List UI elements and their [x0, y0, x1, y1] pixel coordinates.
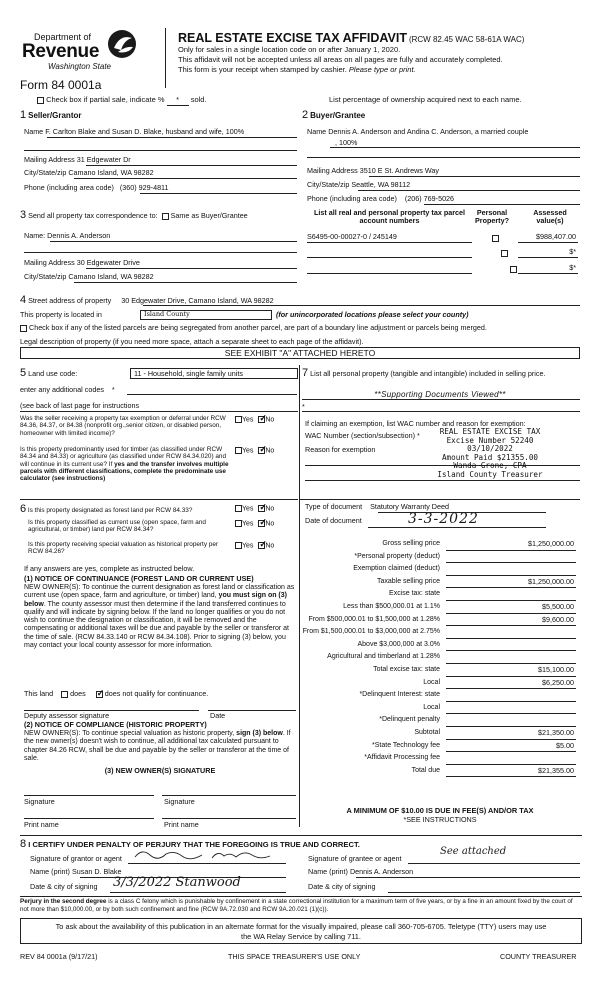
reason-label: Reason for exemption	[305, 445, 376, 454]
calc-underline	[446, 600, 576, 601]
document-date-label: Date of document	[305, 516, 362, 525]
partial-sale-value[interactable]: *	[167, 96, 189, 106]
calc-label: Local	[423, 678, 440, 686]
buyer-city-label: City/State/zip	[307, 180, 350, 189]
calc-row	[300, 603, 580, 616]
segregated-note: Check box if any of the listed parcels are being segregated from another parcel, are part of a boundary line adjustment or parcels being merged.	[29, 323, 487, 332]
no-checkbox[interactable]	[258, 505, 265, 512]
document-type-label: Type of document	[305, 502, 363, 511]
notice1-title: (1) NOTICE OF CONTINUANCE (FOREST LAND OR CURRENT USE)	[24, 574, 254, 583]
calc-underline	[446, 776, 576, 777]
header-sub3-italic: Please type or print.	[348, 65, 416, 74]
document-type[interactable]: Statutory Warranty Deed	[370, 502, 449, 511]
form-title-ref: (RCW 82.45 WAC 58-61A WAC)	[408, 35, 525, 44]
calc-row	[300, 691, 580, 704]
calc-row	[300, 754, 580, 767]
calc-underline	[446, 550, 576, 551]
calc-underline	[446, 764, 576, 765]
header-sub2: This affidavit will not be accepted unless all areas on all pages are fully and accurately completed.	[178, 55, 503, 64]
owner-print-name-label: Print name	[24, 820, 59, 829]
partial-sale-row	[37, 96, 207, 106]
calc-underline	[446, 688, 576, 689]
no-checkbox[interactable]	[258, 416, 265, 423]
calc-label: *Personal property (deduct)	[354, 552, 440, 560]
calc-value[interactable]: $21,350.00	[538, 728, 574, 737]
calc-label: Less than $500,000.01 at 1.1%	[343, 603, 440, 610]
notice1-body: NEW OWNER(S): To continue the current designation as forest land or classification as current use (open space, farm and agriculture, or timber) land, you must sign on (3) below. The county assessor must then determine if the land transferred continues to qualify and will indicate by signing below. If the land no longer qualifies or you do not wish to continue the designation or classification, it will be removed and the compensating or additional taxes will be due and payable by the seller or transferor at the time of sale. (RCW 84.33.140 or RCW 84.34.108). Prior to signing (3) below, you may contact your local county assessor for more information.	[24, 584, 295, 649]
buyer-mailing[interactable]: 3510 E St. Andrews Way	[359, 166, 439, 175]
additional-codes-value[interactable]: *	[111, 385, 115, 394]
seller-name-label: Name	[24, 127, 44, 136]
forest-q1: Is this property designated as forest land per RCW 84.33?	[27, 507, 193, 514]
calc-row	[300, 742, 580, 755]
segregated-row	[20, 324, 487, 332]
calc-row	[300, 666, 580, 679]
calc-underline	[446, 751, 576, 752]
certify-title: I CERTIFY UNDER PENALTY OF PERJURY THAT THE FOREGOING IS TRUE AND CORRECT.	[28, 840, 360, 849]
does-not-checkbox[interactable]	[96, 691, 103, 698]
calc-value[interactable]: $6,250.00	[542, 677, 574, 687]
yes-checkbox[interactable]	[235, 505, 242, 512]
calc-label: Gross selling price	[382, 540, 440, 547]
correspondence-name-row	[24, 232, 110, 240]
calc-row	[300, 553, 580, 566]
section-1-number: 1	[20, 109, 27, 121]
parcel-row	[307, 233, 397, 241]
seller-name-row	[24, 128, 244, 136]
calc-label: Total excise tax: state	[373, 666, 440, 673]
revenue-swirl-icon	[106, 28, 138, 60]
owner-signature-label: Signature	[164, 797, 195, 806]
calc-value[interactable]: $15,100.00	[538, 665, 574, 674]
grantee-name-row	[308, 868, 413, 876]
section-2-number: 2	[302, 109, 309, 121]
section-6-number: 6	[20, 503, 27, 515]
calc-underline	[446, 701, 576, 702]
forest-q3: Is this property receiving special valuation as historical property per RCW 84.26?	[28, 541, 219, 556]
buyer-name-label: Name	[307, 127, 327, 136]
calc-value[interactable]: $5,500.00	[542, 602, 574, 611]
legal-label: Legal description of property (if you need more space, attach a separate sheet to each page of the affidavit).	[20, 337, 364, 346]
notice2-title: (2) NOTICE OF COMPLIANCE (HISTORIC PROPERTY)	[24, 720, 207, 729]
parcel-header-main: List all real and personal property tax parcel account numbers	[314, 208, 465, 226]
document-date[interactable]: 3-3-2022	[408, 511, 479, 527]
located-label: This property is located in	[20, 310, 102, 319]
calc-row	[300, 578, 580, 591]
seller-city-label: City/State/zip	[24, 168, 67, 177]
buyer-city-row	[307, 181, 410, 189]
county-treasurer-label: COUNTY TREASURER	[500, 952, 577, 961]
calc-label: Total due	[411, 766, 440, 774]
same-as-buyer-label: Same as Buyer/Grantee	[170, 211, 248, 220]
same-as-buyer-checkbox[interactable]	[162, 213, 169, 220]
yes-checkbox[interactable]	[235, 542, 242, 549]
wac-label: WAC Number (section/subsection)	[305, 431, 415, 440]
calc-label: Excise tax: state	[389, 590, 440, 598]
new-owner-signature-title: (3) NEW OWNER(S) SIGNATURE	[104, 766, 216, 775]
does-label: does	[70, 689, 86, 698]
forest-q3-answers: Yes ✓ No	[235, 542, 274, 550]
buyer-heading	[302, 109, 365, 122]
calc-value[interactable]: $21,355.00	[538, 765, 574, 775]
calc-row	[300, 704, 580, 717]
personal-property-checkbox[interactable]	[501, 250, 508, 257]
seller-mailing-row	[24, 156, 131, 164]
calc-underline	[446, 650, 576, 651]
timber-question-bold: yes and the transfer involves multiple parcels with different classifications, complete the predominate use calculator (see instructions)	[20, 460, 229, 483]
calc-row	[300, 616, 580, 629]
calc-label: *State Technology fee	[372, 741, 440, 749]
timber-question-text: Is this property predominantly used for timber (as classified under RCW 84.34 and 84.33) or agriculture (as classified under RCW 84.34.020) and will continue in its current use? If	[20, 446, 227, 468]
logo-line3: Washington State	[48, 62, 112, 71]
calc-label: From $500,000.01 to $1,500,000 at 1.28%	[308, 615, 440, 623]
exemption-question: Was the seller receiving a property tax exemption or deferral under RCW 84.36, 84.37, or 84.38 (nonprofit org.,senior citizen, or disabled person, homeowner with limited income)?	[20, 415, 226, 437]
owner-print-name-label: Print name	[164, 820, 199, 829]
answer-note: If any answers are yes, complete as instructed below.	[24, 564, 195, 573]
calc-underline	[446, 739, 576, 740]
calc-value[interactable]: $5.00	[556, 740, 574, 750]
partial-sale-label: Check box if partial sale, indicate %	[46, 95, 165, 104]
buyer-phone[interactable]: (206) 769-5026	[404, 194, 455, 203]
calc-label: *Delinquent penalty	[379, 716, 440, 724]
calc-row	[300, 628, 580, 641]
calc-row	[300, 540, 580, 553]
calc-label: Agricultural and timberland at 1.28%	[327, 653, 440, 661]
correspondence-city-row	[24, 273, 154, 281]
seller-heading	[20, 109, 81, 122]
calc-label: Taxable selling price	[376, 577, 440, 585]
calc-value[interactable]: $1,250,000.00	[528, 539, 574, 548]
treasurer-stamp: REAL ESTATE EXCISE TAX Excise Number 52240 03/10/2022 Amount Paid $21355.00 Wanda Grone, CPA Island County Treasurer	[437, 427, 543, 479]
segregated-checkbox[interactable]	[20, 325, 27, 332]
calc-row	[300, 767, 580, 780]
parcel-header-assessed: Assessed value(s)	[533, 208, 567, 226]
assessed-value[interactable]: $*	[569, 263, 576, 272]
seller-phone-row	[24, 184, 169, 192]
calc-row	[300, 565, 580, 578]
yes-checkbox[interactable]	[235, 416, 242, 423]
legal-description[interactable]: SEE EXHIBIT "A" ATTACHED HERETO	[20, 347, 580, 359]
rev-number: REV 84 0001a (9/17/21)	[20, 952, 98, 961]
calc-label: *Affidavit Processing fee	[364, 754, 440, 762]
correspondence-city[interactable]: Camano Island, WA 98282	[68, 272, 154, 281]
calc-underline	[446, 625, 576, 626]
parcel-header-personal: Personal Property?	[475, 208, 509, 226]
partial-sale-checkbox[interactable]	[37, 97, 44, 104]
partial-sale-post: sold.	[190, 95, 207, 104]
seller-phone[interactable]: (360) 929-4811	[119, 183, 169, 192]
timber-answers: Yes ✓ No	[235, 447, 274, 455]
correspondence-mailing-row	[24, 259, 140, 267]
grantee-signature-label: Signature of grantee or agent	[308, 854, 402, 863]
calc-label: Above $3,000,000 at 3.0%	[357, 640, 440, 648]
see-back-note: (see back of last page for instructions	[20, 401, 140, 410]
form-title-row	[178, 31, 524, 45]
calc-underline	[446, 676, 576, 677]
form-number: Form 84 0001a	[20, 78, 102, 92]
seller-mailing-label: Mailing Address	[24, 155, 75, 164]
correspondence-heading	[20, 209, 248, 222]
yes-checkbox[interactable]	[235, 520, 242, 527]
grantor-signature[interactable]	[132, 846, 282, 862]
owner-signature-label: Signature	[24, 797, 55, 806]
logo-line1: Department of	[34, 32, 92, 42]
grantee-signature[interactable]: See attached	[440, 846, 507, 857]
correspondence-label: Send all property tax correspondence to:	[28, 211, 158, 220]
dor-logo	[22, 28, 142, 78]
correspondence-name[interactable]: Dennis A. Anderson	[47, 231, 111, 240]
calc-underline	[446, 562, 576, 563]
personal-property-row	[302, 367, 580, 380]
calc-underline	[446, 713, 576, 714]
assessed-value[interactable]: $*	[569, 247, 576, 256]
buyer-mailing-row	[307, 167, 439, 175]
additional-codes-label: enter any additional codes	[20, 385, 104, 394]
buyer-name-line2[interactable]: , 100%	[335, 138, 358, 147]
seller-phone-label: Phone (including area code)	[24, 183, 114, 192]
seller-name[interactable]: F. Carlton Blake and Susan D. Blake, husband and wife, 100%	[45, 127, 245, 136]
forest-q2: Is this property classified as current use (open space, farm and agricultural, or timber) land per RCW 84.34?	[28, 519, 206, 534]
grantor-name-row	[30, 868, 122, 876]
grantee-name-label: Name (print)	[308, 867, 348, 876]
header-sub1: Only for sales in a single location code on or after January 1, 2020.	[178, 45, 401, 54]
no-checkbox[interactable]	[258, 447, 265, 454]
land-use-select[interactable]: 11 - Household, single family units	[130, 368, 298, 379]
forest-q2-answers: Yes ✓ No	[235, 520, 274, 528]
buyer-title: Buyer/Grantee	[310, 111, 366, 120]
correspondence-mailing-label: Mailing Address	[24, 258, 75, 267]
calc-label: Subtotal	[414, 729, 440, 736]
perjury-notice: Perjury in the second degree is a class C felony which is punishable by confinement in a state correctional institution for a maximum term of five years, or by a fine in an amount fixed by the court of not more than $10,000.00, or by both such confinement and fine (RCW 9A.72.030 and RCW 9A.20.021 (1)(c)).	[20, 898, 573, 913]
wac-row	[305, 432, 420, 440]
no-checkbox[interactable]	[258, 542, 265, 549]
land-qualify-row	[24, 690, 208, 698]
calc-underline	[446, 726, 576, 727]
header-sub3: This form is your receipt when stamped by cashier.	[178, 65, 347, 74]
no-checkbox[interactable]	[258, 520, 265, 527]
calc-value[interactable]: $1,250,000.00	[528, 576, 574, 586]
calc-row	[300, 641, 580, 654]
forest-q1-answers: Yes ✓ No	[235, 505, 274, 513]
does-checkbox[interactable]	[61, 691, 68, 698]
buyer-phone-row	[307, 195, 454, 203]
buyer-name-line1[interactable]: Dennis A. Anderson and Andina C. Anderson, a married couple	[328, 127, 529, 136]
form-title: REAL ESTATE EXCISE TAX AFFIDAVIT	[178, 31, 407, 45]
land-use-label: Land use code:	[28, 369, 78, 378]
timber-question	[20, 446, 232, 483]
section-4-number: 4	[20, 294, 27, 306]
grantor-name[interactable]: Susan D. Blake	[71, 867, 122, 876]
section-8-number: 8	[20, 838, 27, 850]
calc-underline	[446, 613, 576, 614]
calc-row	[300, 590, 580, 603]
calc-label: Local	[423, 703, 440, 711]
header-sub3-row	[178, 66, 416, 75]
wac-value[interactable]: *	[416, 431, 420, 440]
accessibility-notice: To ask about the availability of this publication in an alternate format for the visually impaired, please call 360-705-6705. Teletype (TTY) users may use the WA Relay Service by calling 711.	[20, 918, 582, 944]
correspondence-mailing[interactable]: 30 Edgewater Drive	[76, 258, 140, 267]
personal-property-value[interactable]: **Supporting Documents Viewed**	[374, 390, 506, 399]
personal-property-star[interactable]: *	[302, 402, 305, 411]
street-label: Street address of property	[28, 296, 112, 305]
personal-property-label: List all personal property (tangible and intangible) included in selling price.	[310, 369, 546, 378]
calc-label: Exemption claimed (deduct)	[353, 565, 440, 573]
land-use-row	[20, 367, 77, 380]
street-address[interactable]: 30 Edgewater Drive, Camano Island, WA 98282	[121, 296, 274, 305]
assessed-value[interactable]: $988,407.00	[536, 232, 576, 241]
buyer-name-row	[307, 128, 582, 136]
county-select[interactable]: Island County	[140, 310, 272, 320]
parcel-account[interactable]: S6495-00-00027-0 / 245149	[307, 232, 397, 241]
seller-title: Seller/Grantor	[28, 111, 82, 120]
calc-label: From $1,500,000.01 to $3,000,000 at 2.75%	[302, 628, 440, 636]
buyer-city[interactable]: Seattle, WA 98112	[351, 180, 411, 189]
see-instructions-note: *SEE INSTRUCTIONS	[403, 815, 477, 824]
minimum-fee-note: A MINIMUM OF $10.00 IS DUE IN FEE(S) AND/OR TAX	[346, 806, 534, 815]
section-3-number: 3	[20, 209, 27, 221]
grantor-name-label: Name (print)	[30, 867, 70, 876]
grantee-name[interactable]: Dennis A. Anderson	[349, 867, 414, 876]
grantor-date-label: Date & city of signing	[30, 882, 98, 891]
ownership-note: List percentage of ownership acquired next to each name.	[329, 95, 522, 104]
section-7-number: 7	[302, 367, 309, 379]
deputy-date-label: Date	[210, 711, 226, 720]
calc-label: *Delinquent Interest: state	[359, 691, 440, 699]
header-divider	[165, 28, 166, 88]
buyer-mailing-label: Mailing Address	[307, 166, 358, 175]
seller-city[interactable]: Camano Island, WA 98282	[68, 168, 154, 177]
logo-line2: Revenue	[22, 41, 100, 62]
additional-codes-row	[20, 386, 115, 394]
calc-row	[300, 679, 580, 692]
buyer-phone-label: Phone (including area code)	[307, 194, 397, 203]
located-note: (for unincorporated locations please select your county)	[276, 310, 469, 319]
does-not-label: does not qualify for continuance.	[104, 689, 209, 698]
calc-underline	[446, 575, 576, 576]
calc-underline	[446, 587, 576, 588]
exemption-label: If claiming an exemption, list WAC number and reason for exemption:	[305, 419, 526, 428]
calc-value[interactable]: $9,600.00	[542, 614, 574, 624]
calc-underline	[446, 663, 576, 664]
notice2-body: NEW OWNER(S): To continue special valuation as historic property, sign (3) below. If the new owner(s) doesn't wish to continue, all additional tax calculated pursuant to chapter 84.26 RCW, shall be due and payable by the seller or transferor at the time of sale.	[24, 730, 291, 762]
land-label: This land	[24, 689, 54, 698]
seller-mailing[interactable]: 31 Edgewater Dr	[76, 155, 131, 164]
correspondence-city-label: City/State/zip	[24, 272, 67, 281]
personal-property-checkbox[interactable]	[492, 235, 499, 242]
grantor-date-city[interactable]: 3/3/2022 Stanwood	[113, 875, 241, 890]
calc-row	[300, 729, 580, 742]
treasurer-space-note: THIS SPACE TREASURER'S USE ONLY	[228, 952, 361, 961]
calc-underline	[446, 638, 576, 639]
yes-checkbox[interactable]	[235, 447, 242, 454]
section-5-number: 5	[20, 367, 27, 379]
seller-city-row	[24, 169, 154, 177]
forest-q1-row	[20, 503, 232, 516]
deputy-sig-label: Deputy assessor signature	[24, 711, 110, 720]
correspondence-name-label: Name:	[24, 231, 46, 240]
grantee-date-label: Date & city of signing	[308, 882, 376, 891]
exemption-answers: Yes ✓ No	[235, 416, 274, 424]
grantor-signature-label: Signature of grantor or agent	[30, 854, 122, 863]
